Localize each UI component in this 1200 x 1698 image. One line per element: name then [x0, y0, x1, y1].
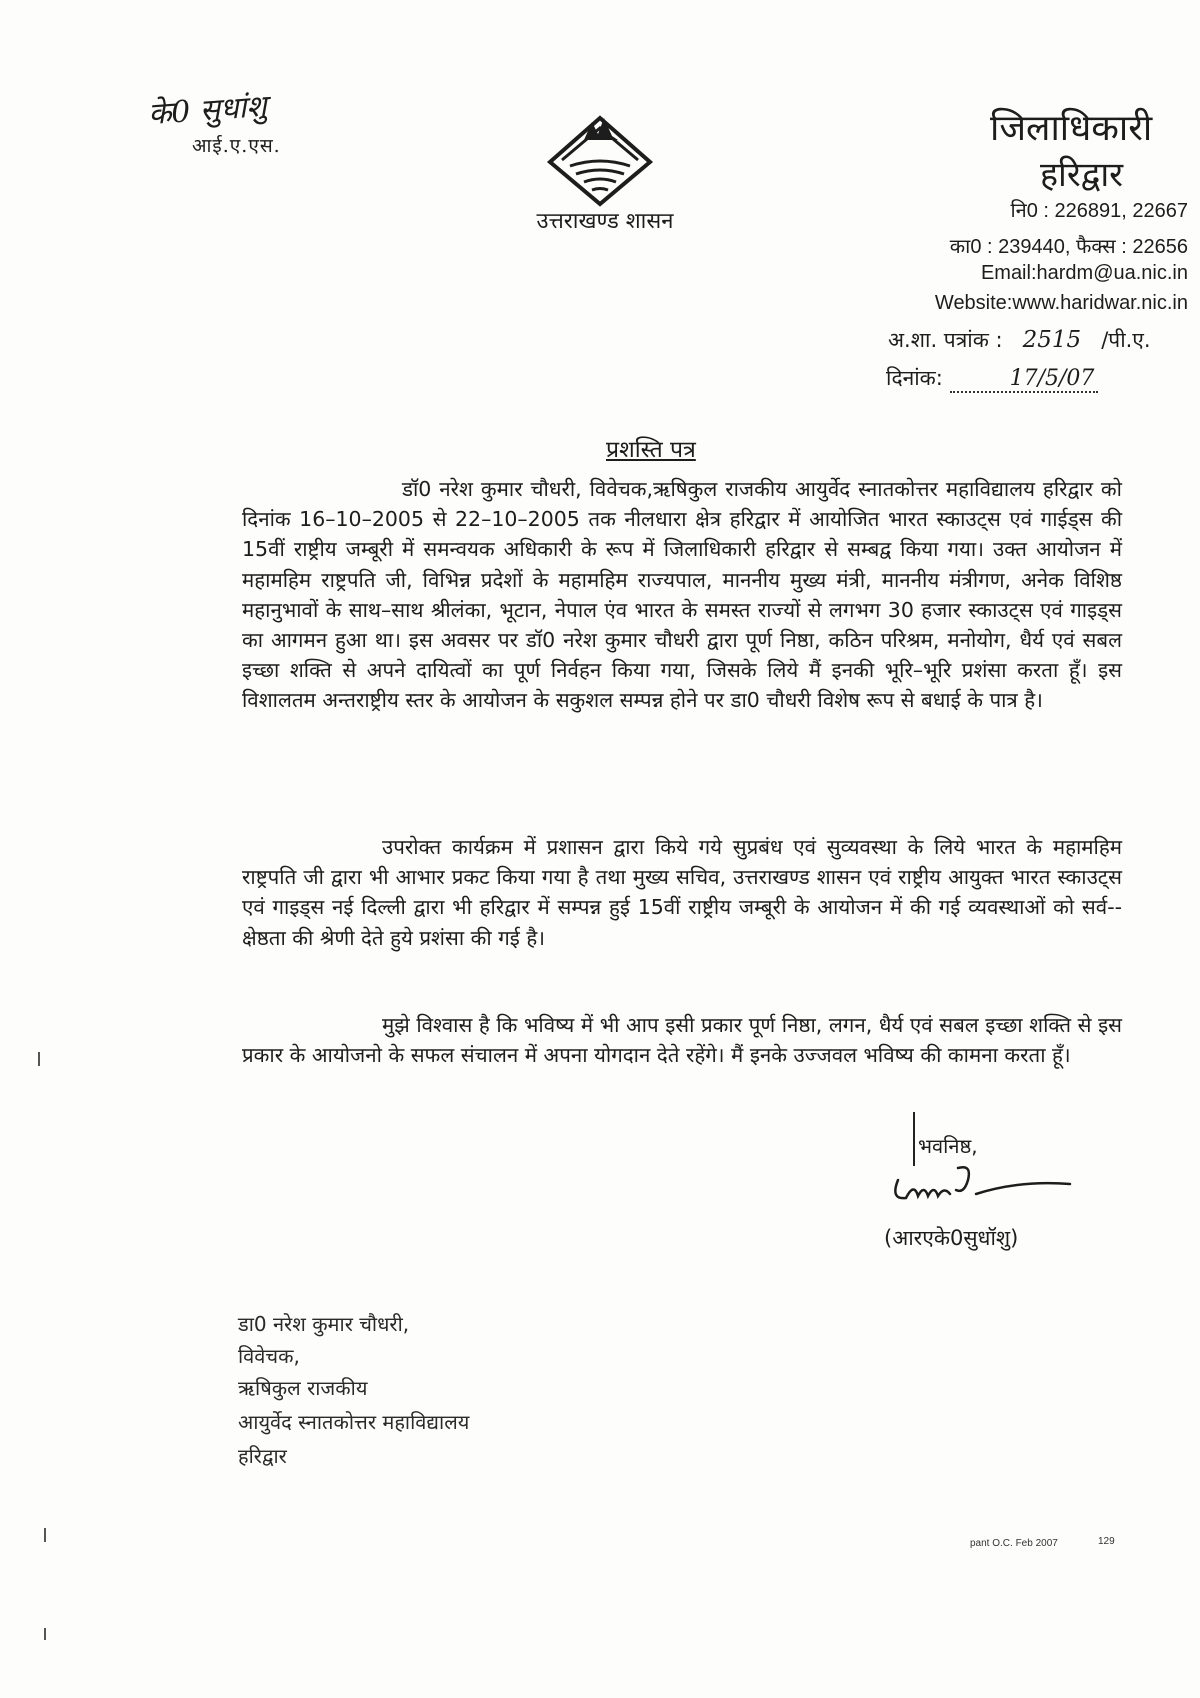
email-address: Email:hardm@ua.nic.in	[980, 262, 1188, 284]
uttarakhand-emblem-icon	[540, 100, 660, 210]
body-paragraph-2: उपरोक्त कार्यक्रम में प्रशासन द्वारा किये गये सुप्रबंध एवं सुव्यवस्था के लिये भारत के महामहिम राष्ट्रपति जी द्वारा भी आभार प्रकट किया गया है तथा मुख्य सचिव, उत्तराखण्ड शासन एवं राष्ट्रीय आयुक्त भारत स्काउट्स एवं गाइड्स नई दिल्ली द्वारा भी हरिद्वार में सम्पन्न हुई 15वीं राष्ट्रीय जम्बूरी के आयोजन में की गई व्यवस्थाओं को सर्व--क्षेष्ठता की श्रेणी देते हुये प्रशंसा की गई है।	[242, 835, 1122, 950]
ref-number-handwritten: 2515	[1022, 327, 1082, 353]
government-label: उत्तराखण्ड शासन	[536, 209, 674, 234]
signature-stroke	[913, 1112, 915, 1166]
ref-suffix: /पी.ए.	[1101, 328, 1151, 352]
date-row	[886, 364, 1098, 392]
office-place: हरिद्वार	[1040, 155, 1124, 195]
press-number: 129	[1098, 1536, 1115, 1547]
margin-mark	[44, 1528, 46, 1542]
body-paragraph-1: डॉ0 नरेश कुमार चौधरी, विवेचक,ऋषिकुल राजकीय आयुर्वेद स्नातकोत्तर महाविद्यालय हरिद्वार को दिनांक 16–10–2005 से 22–10–2005 तक नीलधारा क्षेत्र हरिद्वार में आयोजित भारत स्काउट्स एवं गाईड्स की 15वीं राष्ट्रीय जम्बूरी में समन्वयक अधिकारी के रूप में जिलाधिकारी हरिद्वार से सम्बद्व किया गया। उक्त आयोजन में महामहिम राष्ट्रपति जी, विभिन्न प्रदेशों के महामहिम राज्यपाल, माननीय मुख्य मंत्री, माननीय मंत्रीगण, अनेक विशिष्ठ महानुभावों के साथ–साथ श्रीलंका, भूटान, नेपाल एंव भारत के समस्त राज्यों से लगभग 30 हजार स्काउट्स एवं गाइड्स का आगमन हुआ था। इस अवसर पर डॉ0 नरेश कुमार चौधरी द्वारा पूर्ण निष्ठा, कठिन परिश्रम, मनोयोग, धैर्य एवं सबल इच्छा शक्ति से अपने दायित्वों का पूर्ण निर्वहन किया गया, जिसके लिये मैं इनकी भूरि–भूरि प्रशंसा करता हूँ। इस विशालतम अन्तराष्ट्रीय स्तर के आयोजन के सकुशल सम्पन्न होने पर डा0 चौधरी विशेष रूप से बधाई के पात्र है।	[242, 477, 1122, 713]
sender-name-handwritten: के0 सुधांशु	[147, 88, 268, 133]
office-phone-fax: का0 : 239440, फैक्स : 22656	[949, 236, 1188, 258]
letter-title: प्रशस्ति पत्र	[606, 437, 696, 463]
margin-mark	[44, 1628, 46, 1640]
sender-cadre: आई.ए.एस.	[192, 135, 281, 157]
body-paragraph-3: मुझे विश्वास है कि भविष्य में भी आप इसी प्रकार पूर्ण निष्ठा, लगन, धैर्य एवं सबल इच्छा शक्ति से इस प्रकार के आयोजनो के सफल संचालन में अपना योगदान देते रहेंगे। मैं इनके उज्जवल भविष्य की कामना करता हूँ।	[242, 1013, 1122, 1068]
margin-mark	[38, 1052, 40, 1066]
recipient-name: डा0 नरेश कुमार चौधरी,	[238, 1312, 410, 1336]
recipient-institution-line2: आयुर्वेद स्नातकोत्तर महाविद्यालय	[238, 1410, 470, 1434]
reference-number-row	[888, 326, 1151, 354]
recipient-city: हरिद्वार	[238, 1444, 287, 1468]
office-title: जिलाधिकारी	[990, 108, 1153, 149]
website-address: Website:www.haridwar.nic.in	[934, 292, 1188, 314]
date-value-handwritten: 17/5/07	[950, 366, 1099, 393]
press-mark: pant O.C. Feb 2007	[970, 1538, 1058, 1549]
residence-phone: नि0 : 226891, 22667	[1010, 200, 1188, 222]
handwritten-signature	[880, 1160, 1080, 1220]
recipient-institution-line1: ऋषिकुल राजकीय	[238, 1376, 368, 1400]
ref-label: अ.शा. पत्रांक :	[888, 328, 1003, 352]
signatory-name: (आरएके0सुधॉशु)	[884, 1226, 1019, 1250]
closing-salutation: भवनिष्ठ,	[918, 1134, 978, 1158]
date-label: दिनांक:	[886, 366, 943, 390]
recipient-designation: विवेचक,	[238, 1344, 300, 1368]
